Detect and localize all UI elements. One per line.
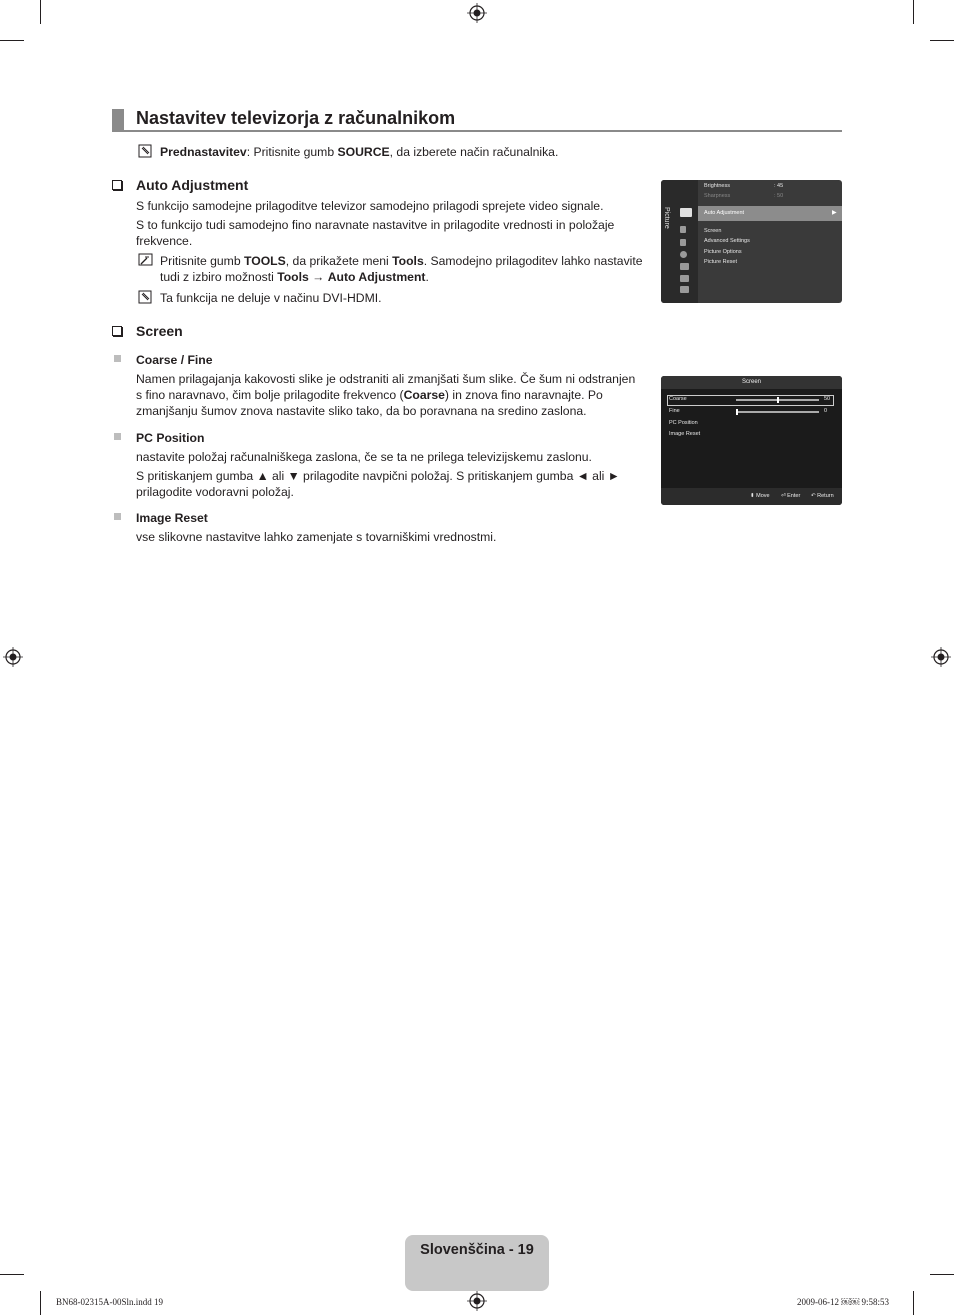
image-reset-item[interactable]: Image Reset — [669, 431, 701, 437]
slug-file: BN68-02315A-00Sln.indd 19 — [56, 1297, 164, 1307]
pc-position-line3: prilagodite vodoravni položaj. — [136, 485, 294, 499]
enter-label: Enter — [787, 493, 801, 499]
tv-menu-item[interactable]: Screen — [704, 228, 722, 234]
crop-mark — [930, 1274, 954, 1275]
section-checkbox-icon — [112, 326, 122, 336]
setup-icon — [680, 251, 687, 258]
return-icon: ↶ — [811, 493, 816, 499]
note-text: : Pritisnite gumb — [246, 145, 338, 159]
tools-text: Pritisnite gumb — [160, 254, 244, 268]
channel-icon — [680, 239, 686, 246]
move-label: Move — [756, 493, 770, 499]
pc-position-item[interactable]: PC Position — [669, 420, 698, 426]
picture-icon — [680, 208, 692, 217]
page-number: Slovenščina - 19 — [420, 1242, 534, 1258]
note-text: , da izberete način računalnika. — [389, 145, 559, 159]
tv-screen-menu-header: Screen — [661, 376, 842, 389]
tools-text: . — [425, 270, 429, 284]
slug-date: 2009-06-12 ￼￼ 9:58:53 — [797, 1297, 889, 1307]
tv-menu-item[interactable]: Brightness — [704, 183, 730, 189]
crop-mark — [40, 1291, 41, 1315]
coarse-fine-heading: Coarse / Fine — [136, 353, 213, 367]
return-hint — [811, 493, 834, 499]
coarse-fine-text: s fino naravnavo, čim bolje prilagodite frekvenco ( — [136, 388, 404, 402]
tools-option: Auto Adjustment — [327, 270, 426, 284]
note-icon — [138, 144, 154, 158]
pc-position-line2: S pritiskanjem gumba ▲ ali ▼ prilagodite navpični položaj. S pritiskanjem gumba ◄ ali ► — [136, 469, 620, 483]
support-icon — [680, 286, 689, 293]
enter-icon: ⏎ — [781, 493, 786, 499]
fine-value: 0 — [824, 408, 828, 414]
tv-menu-item[interactable]: Sharpness — [704, 193, 731, 199]
registration-mark-icon — [3, 647, 23, 667]
pc-position-line1: nastavite položaj računalniškega zaslona, če se ta ne prilega televizijskemu zaslonu. — [136, 450, 592, 464]
move-icon: ⬍ — [750, 493, 755, 499]
tools-text: tudi z izbiro možnosti — [160, 270, 278, 284]
coarse-fine-line2 — [136, 387, 603, 404]
tools-menu: Tools — [392, 254, 424, 268]
fine-slider[interactable] — [736, 411, 819, 413]
tv-screen-menu — [661, 376, 842, 505]
tools-note-line1 — [160, 253, 643, 270]
title-marker — [112, 109, 124, 131]
tools-text: , da prikažete meni — [285, 254, 393, 268]
image-reset-heading: Image Reset — [136, 511, 208, 525]
image-reset-line1: vse slikovne nastavitve lahko zamenjate s tovarniškimi vrednostmi. — [136, 530, 497, 544]
tv-menu-item[interactable]: Picture Reset — [704, 259, 738, 265]
tv-menu-item[interactable]: Picture Options — [704, 249, 742, 255]
bullet-square-icon — [114, 513, 121, 520]
input-icon — [680, 263, 689, 270]
crop-mark — [913, 1291, 914, 1315]
application-icon — [680, 275, 689, 282]
tv-menu-value: : 50 — [774, 193, 784, 199]
enter-hint — [781, 493, 800, 499]
tools-key: TOOLS — [244, 254, 286, 268]
coarse-slider[interactable] — [736, 399, 819, 401]
screen-heading: Screen — [136, 323, 183, 339]
crop-mark — [0, 1274, 24, 1275]
crop-mark — [913, 0, 914, 24]
move-hint — [750, 493, 770, 499]
registration-mark-icon — [467, 1291, 487, 1311]
bullet-square-icon — [114, 355, 121, 362]
tools-icon — [138, 253, 154, 267]
tv-menu-arrow: ▶ — [832, 210, 837, 216]
tv-menu-side-label: Picture — [663, 207, 670, 229]
prednastavitev-note — [160, 144, 558, 161]
tools-note-line2 — [160, 269, 429, 286]
crop-mark — [40, 0, 41, 24]
registration-mark-icon — [931, 647, 951, 667]
coarse-fine-text: ) in znova fino naravnajte. Po — [444, 388, 603, 402]
crop-mark — [0, 40, 24, 41]
sound-icon — [680, 226, 686, 233]
coarse-item[interactable]: Coarse — [669, 396, 687, 402]
pc-position-heading: PC Position — [136, 431, 205, 445]
source-key: SOURCE — [337, 145, 390, 159]
fine-item[interactable]: Fine — [669, 408, 680, 414]
coarse-slider-thumb[interactable] — [777, 397, 779, 403]
page-title: Nastavitev televizorja z računalnikom — [136, 108, 456, 128]
auto-adjustment-line2b: frekvence. — [136, 234, 193, 248]
tv-menu-item[interactable]: Advanced Settings — [704, 238, 750, 244]
tv-picture-menu — [661, 180, 842, 303]
crop-mark — [930, 40, 954, 41]
tv-menu-item-selected[interactable]: Auto Adjustment — [704, 210, 745, 216]
note-label: Prednastavitev — [160, 145, 247, 159]
note-icon — [138, 290, 154, 304]
coarse-value: 50 — [824, 396, 831, 402]
section-checkbox-icon — [112, 180, 122, 190]
dvi-hdmi-note: Ta funkcija ne deluje v načinu DVI-HDMI. — [160, 291, 382, 305]
registration-mark-icon — [467, 3, 487, 23]
tools-arrow: → — [308, 270, 328, 284]
fine-slider-thumb[interactable] — [736, 409, 738, 415]
title-rule — [112, 130, 842, 132]
bullet-square-icon — [114, 433, 121, 440]
auto-adjustment-heading: Auto Adjustment — [136, 177, 249, 193]
tools-text: . Samodejno prilagoditev lahko nastavite — [423, 254, 643, 268]
auto-adjustment-line1: S funkcijo samodejne prilagoditve televizor samodejno prilagodi sprejete video signale. — [136, 199, 604, 213]
coarse-fine-line1: Namen prilagajanja kakovosti slike je odstraniti ali zmanjšati šum slike. Če šum ni odstranjen — [136, 372, 636, 386]
return-label: Return — [817, 493, 834, 499]
coarse-term: Coarse — [403, 388, 445, 402]
auto-adjustment-line2a: S to funkcijo tudi samodejno fino naravnate nastavitve in prilagodite vrednosti in položaje — [136, 218, 615, 232]
tools-menu: Tools — [277, 270, 309, 284]
coarse-fine-line3: zmanjšanju šumov znova nastavite sliko tako, da bo poravnana na sredino zaslona. — [136, 404, 587, 418]
tv-menu-value: : 45 — [774, 183, 784, 189]
